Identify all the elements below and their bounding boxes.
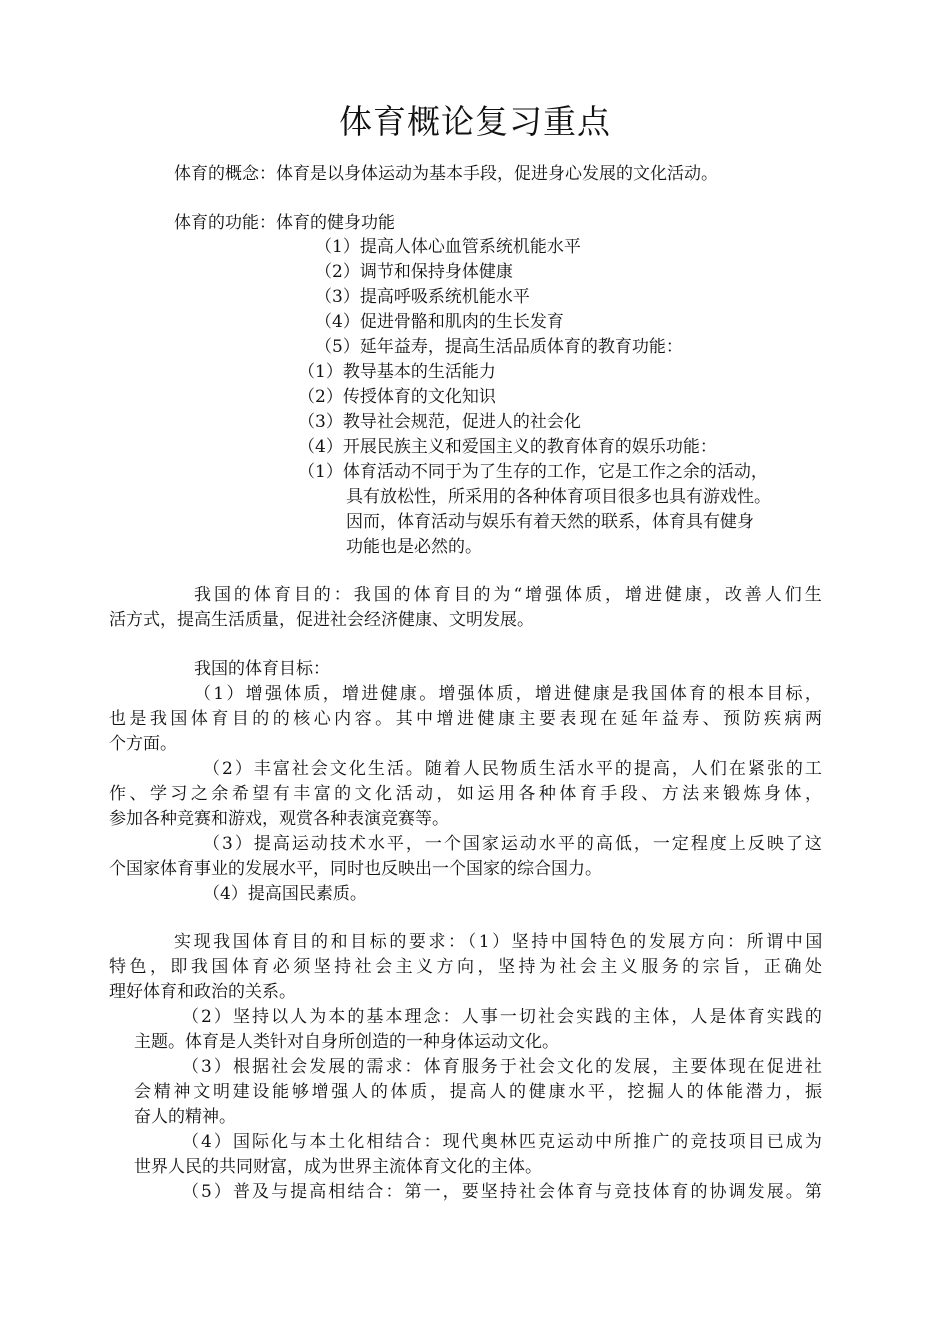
text-line: 主题。体育是人类针对自身所创造的一种身体运动文化。: [134, 1032, 559, 1052]
text-line: 会精神文明建设能够增强人的体质，提高人的健康水平，挖掘人的体能潜力，振: [134, 1082, 825, 1102]
text-line: 个方面。: [109, 734, 177, 754]
text-line: （3）提高呼吸系统机能水平: [315, 287, 530, 307]
text-line: 世界人民的共同财富，成为世界主流体育文化的主体。: [134, 1157, 542, 1177]
text-line: 特色，即我国体育必须坚持社会主义方向，坚持为社会主义服务的宗旨，正确处: [109, 957, 826, 977]
text-line: 因而，体育活动与娱乐有着天然的联系，体育具有健身: [346, 512, 754, 532]
text-line: （2）坚持以人为本的基本理念：人事一切社会实践的主体，人是体育实践的: [182, 1007, 824, 1027]
text-line: （4）提高国民素质。: [203, 884, 367, 904]
text-line: （3）根据社会发展的需求：体育服务于社会文化的发展，主要体现在促进社: [182, 1057, 824, 1077]
text-line: （5）普及与提高相结合：第一，要坚持社会体育与竞技体育的协调发展。第: [182, 1182, 824, 1202]
text-line: 具有放松性，所采用的各种体育项目很多也具有游戏性。: [346, 487, 771, 507]
text-line: （3）教导社会规范，促进人的社会化: [298, 412, 581, 432]
text-line: （5）延年益寿，提高生活品质体育的教育功能：: [315, 337, 683, 357]
text-line: 体育的功能：体育的健身功能: [174, 213, 395, 233]
text-line: 理好体育和政治的关系。: [109, 982, 296, 1002]
text-line: 体育的概念：体育是以身体运动为基本手段，促进身心发展的文化活动。: [174, 164, 718, 184]
text-line: （2）传授体育的文化知识: [298, 387, 496, 407]
text-line: 参加各种竞赛和游戏，观赏各种表演竞赛等。: [109, 809, 449, 829]
text-line: 作、学习之余希望有丰富的文化活动，如运用各种体育手段、方法来锻炼身体，: [109, 784, 826, 804]
text-line: （1）教导基本的生活能力: [298, 362, 496, 382]
text-line: （1）体育活动不同于为了生存的工作，它是工作之余的活动，: [298, 462, 768, 482]
text-line: （1）提高人体心血管系统机能水平: [315, 237, 581, 257]
text-line: 个国家体育事业的发展水平，同时也反映出一个国家的综合国力。: [109, 859, 602, 879]
text-line: 功能也是必然的。: [346, 537, 482, 557]
text-line: （1）增强体质，增进健康。增强体质，增进健康是我国体育的根本目标，: [194, 684, 825, 704]
text-line: （4）开展民族主义和爱国主义的教育体育的娱乐功能：: [298, 437, 717, 457]
text-line: （2）丰富社会文化生活。随着人民物质生活水平的提高，人们在紧张的工: [203, 759, 824, 779]
text-line: （3）提高运动技术水平，一个国家运动水平的高低，一定程度上反映了这: [203, 834, 824, 854]
text-line: 奋人的精神。: [134, 1107, 236, 1127]
text-line: 活方式，提高生活质量，促进社会经济健康、文明发展。: [109, 610, 534, 630]
text-line: 也是我国体育目的的核心内容。其中增进健康主要表现在延年益寿、预防疾病两: [109, 709, 826, 729]
text-line: （4）国际化与本土化相结合：现代奥林匹克运动中所推广的竞技项目已成为: [182, 1132, 824, 1152]
text-line: 我国的体育目的：我国的体育目的为“增强体质，增进健康，改善人们生: [194, 585, 825, 605]
text-line: （4）促进骨骼和肌肉的生长发育: [315, 312, 564, 332]
document-title: 体育概论复习重点: [339, 102, 611, 141]
text-line: 我国的体育目标：: [194, 659, 330, 679]
text-line: （2）调节和保持身体健康: [315, 262, 513, 282]
text-line: 实现我国体育目的和目标的要求：（1）坚持中国特色的发展方向：所谓中国: [174, 932, 825, 952]
